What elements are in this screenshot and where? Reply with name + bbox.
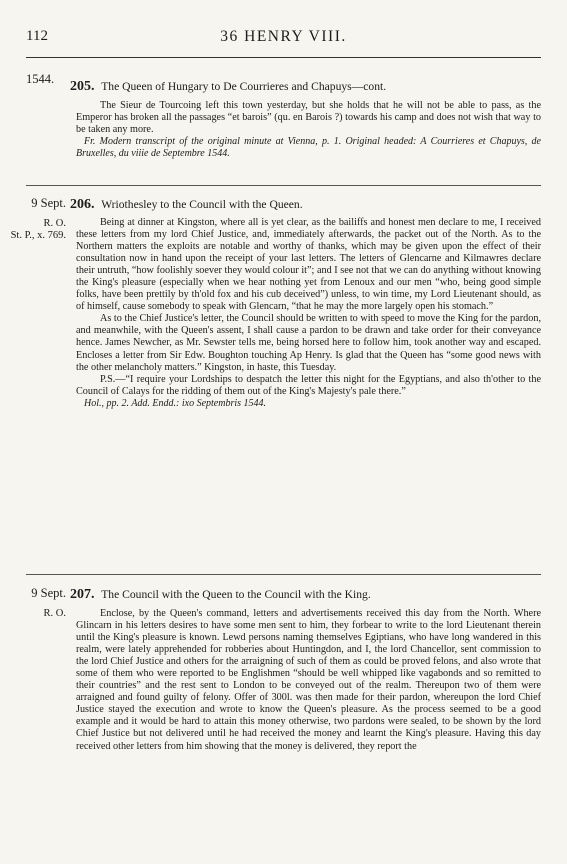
entry-body-206 [76,217,541,410]
margin-206 [0,196,66,242]
entry-heading-207 [70,588,541,601]
margin-207 [0,586,66,620]
running-head [26,28,541,50]
paragraph: Being at dinner at Kingston, where all is yet clear, as the bailiffs and honest men declare to me, I received these letters from my lord Chief Justice, and, immediately afterwards, the packet out of the North. As to the Northern matters the exploits are notable and worthy of thanks, which may be given upon the effect of their consultation now in hand upon the receipt of your last letters. The letters of Glencarne and Kilmawres declare their untruth, “how foolishly soever they would colour it”; and I see not that we can do anything without knowing the King's pleasure (especially when we hear nothing yet from Lenoux and our men “who, being good simple folks, have been prettily by th'old fox and his cub deceived”) unless, to win time, my Lord Lieutenant should, as of himself, cause somebody to speak with Glencarn, “that he may the more largely open his stomach.” [76,217,541,313]
entry-divider [26,574,541,575]
year-label: 1544. [26,72,55,86]
paragraph: The Sieur de Tourcoing left this town yesterday, but she holds that he will not be able to pass, as the Emperor has broken all the passages “et barois” (qu. en Barois ?) towards his camp and does not wish that way to be taken any more. [76,100,541,136]
entry-heading-205 [70,80,541,93]
record-ref: R. O. [43,218,66,229]
paragraph: Enclose, by the Queen's command, letters and advertisements received this day from the North. Where Glincarn in his letters desires to have some men sent to him, they forbear to write to the lord Lieutenant therein until the King's pleasure is known. Lewd persons naming themselves Egiptians, who have long wandered in this realm, were lately apprehended for robberies about Huntingdon, and I, the lord Chancellor, sent commission to the lord Chief Justice and others for the arraigning of such of them as could be proved felons, and also wrote that some of them who were reported to be Englishmen “should be well whipped like vagabonds and so remitted to their countries” and the rest sent to London to be conveyed out of the realm. Thereupon two of them were arraigned and found guilty of felony. Offer of 300l. was then made for their pardon, whereupon the lord Chief Justice stayed the execution and wrote to know the Queen's pleasure. As the process seemed to be a good example and it would be hard to attain this money otherwise, two pardons were sealed, to be shown by the lord Chief Justice but not delivered until he had received the money and learnt the King's pleasure. Having this day received other letters from him showing that the money is delivered, they report the [76,608,541,752]
entry-divider [26,185,541,186]
header-rule [26,57,541,58]
record-ref: R. O. [43,608,66,619]
state-papers-ref: St. P., x. 769. [10,230,66,241]
entry-title: The Council with the Queen to the Council with the King. [101,588,371,601]
source-note: Fr. Modern transcript of the original minute at Vienna, p. 1. Original headed: A Courrieres et Chapuys, de Bruxelles, du viiie de Septembre 1544. [76,136,541,160]
entry-date: 9 Sept. [31,196,66,210]
entry-number: 207. [70,587,95,602]
postscript: P.S.—“I require your Lordships to despatch the letter this night for the Egyptians, and also th'other to the Council of Calays for the ridding of them out of the King's Majesty's pale there.” [76,373,541,397]
entry-heading-206 [70,198,541,211]
page-number: 112 [26,28,48,44]
entry-number: 206. [70,197,95,212]
entry-number: 205. [70,79,95,94]
source-note: Hol., pp. 2. Add. Endd.: ixo Septembris 1544. [84,397,267,409]
reign-title: 36 HENRY VIII. [220,28,347,45]
entry-title: The Queen of Hungary to De Courrieres and Chapuys—cont. [101,80,387,93]
paragraph: As to the Chief Justice's letter, the Council should be written to with speed to move the King for the pardon, and meanwhile, with the Queen's assent, I shall cause a pardon to be drawn and take order for their conveyance hence. James Newcher, as Mr. Sewster tells me, being horsed here to follow him, took another way and escaped. Encloses a letter from Sir Edw. Boughton touching Ap Henry. Is glad that the Queen has “some good news with the other melancholy matters.” Kingston, in haste, this Tuesday. [76,313,541,373]
entry-body-207 [76,608,541,753]
entry-title: Wriothesley to the Council with the Queen. [101,198,303,211]
entry-date: 9 Sept. [31,586,66,600]
entry-body-205 [76,100,541,160]
